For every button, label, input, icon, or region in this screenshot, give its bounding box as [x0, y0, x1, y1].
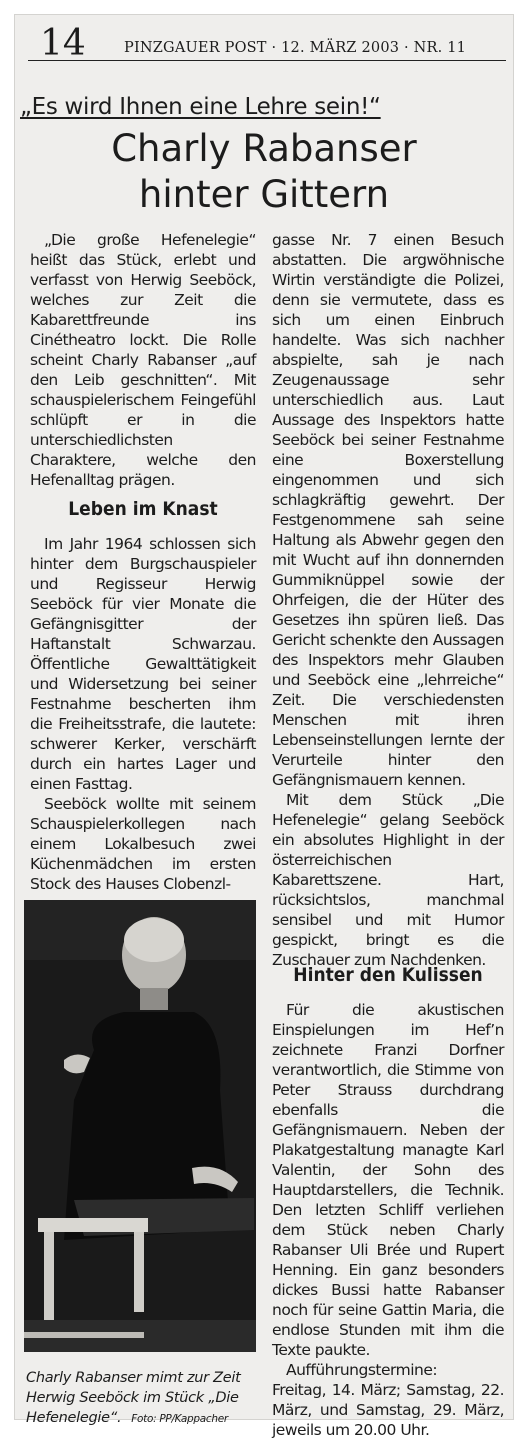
performer-photo: [24, 900, 256, 1352]
headline-line-2: hinter Gittern: [138, 173, 390, 216]
subheading-hinter-den-kulissen: Hinter den Kulissen: [293, 964, 483, 986]
column-1-body: [30, 534, 256, 894]
subheading-leben-im-knast: Leben im Knast: [68, 498, 218, 520]
paragraph: gasse Nr. 7 einen Besuch abstatten. Die argwöhnische Wirtin verständigte die Polizei, denn sie vermutete, dass es sich um einen Einbruch handelte. Was sich nachher abspielte, sah je nach Zeugenaussage sehr unterschiedlich aus. Laut Aussage des Inspektors hatte Seeböck bei seiner Festnahme eine Boxerstellung eingenommen und sich schlagkräftig gewehrt. Der Festgenommene sah seine Haltung als Abwehr gegen den mit Wucht auf ihn donnernden Gummiknüppel sowie der Ohrfeigen, die der Hüter des Gesetzes ihn spüren ließ. Das Gericht schenkte den Aussagen des Inspektors mehr Glauben und Seeböck eine „lehrreiche“ Zeit. Die verschiedensten Menschen mit ihren Lebenseinstellungen lernte der Verurteile hinter den Gefängnismauern kennen.: [272, 231, 504, 789]
kicker-quote: „Es wird Ihnen eine Lehre sein!“: [20, 94, 381, 120]
paragraph: Freitag, 14. März; Samstag, 22. März, und Samstag, 29. März, jeweils um 20.00 Uhr.: [272, 1381, 504, 1439]
header-rule: [28, 60, 506, 61]
headline-line-1: Charly Rabanser: [111, 127, 417, 170]
paragraph: Seeböck wollte mit seinem Schauspielerkollegen nach einem Lokalbesuch zwei Küchenmädchen im ersten Stock des Hauses Clobenzl-: [30, 795, 256, 893]
publication-line: PINZGAUER POST · 12. MÄRZ 2003 · NR. 11: [124, 40, 467, 56]
headline: [14, 126, 514, 218]
photo-caption: [26, 1368, 262, 1429]
paragraph: Für die akustischen Einspielungen im Hef’n zeichnete Franzi Dorfner verantwortlich, die Stimme von Peter Strauss durchdrang ebenfalls die Gefängnismauern. Neben der Plakatgestaltung managte Karl Valentin, der Sohn des Hauptdarstellers, die Technik. Den letzten Schliff verliehen dem Stück neben Charly Rabanser Uli Brée und Rupert Henning. Ein ganz besonders dickes Bussi hatte Rabanser noch für seine Gattin Maria, die endlose Stunden mit ihm die Texte paukte.: [272, 1001, 504, 1359]
column-2-body: [272, 1000, 504, 1440]
paragraph: Im Jahr 1964 schlossen sich hinter dem Burgschauspieler und Regisseur Herwig Seeböck für vier Monate die Gefängnisgitter der Haftanstalt Schwarzau. Öffentliche Gewalttätigkeit und Widersetzung bei seiner Festnahme bescherten ihm die Freiheitsstrafe, die lautete: schwerer Kerker, verschärft durch ein hartes Lager und einen Fasttag.: [30, 535, 256, 793]
caption-text: Charly Rabanser mimt zur Zeit Herwig Seeböck im Stück „Die Hefenelegie“.: [26, 1370, 241, 1426]
paragraph: Aufführungstermine:: [286, 1361, 438, 1379]
photo-credit: Foto: PP/Kappacher: [131, 1413, 228, 1425]
paragraph: „Die große Hefenelegie“ heißt das Stück, erlebt und verfasst von Herwig Seeböck, welches zur Zeit die Kabarettfreunde ins Cinétheatro lockt. Die Rolle scheint Charly Rabanser „auf den Leib geschnitten“. Mit schauspielerischem Feingefühl schlüpft er in die unterschiedlichsten Charaktere, welche den Hefenalltag prägen.: [30, 231, 256, 489]
newspaper-clipping: [14, 14, 514, 1439]
photo: [24, 900, 256, 1352]
paragraph: Mit dem Stück „Die Hefenelegie“ gelang Seeböck ein absolutes Highlight in der österreichischen Kabarettszene. Hart, rücksichtslos, manchmal sensibel und mit Humor gespickt, bringt es die Zuschauer zum Nachdenken.: [272, 791, 504, 969]
page-number: 14: [40, 23, 86, 64]
column-2-top: [272, 230, 504, 970]
column-1-intro: [30, 230, 256, 490]
